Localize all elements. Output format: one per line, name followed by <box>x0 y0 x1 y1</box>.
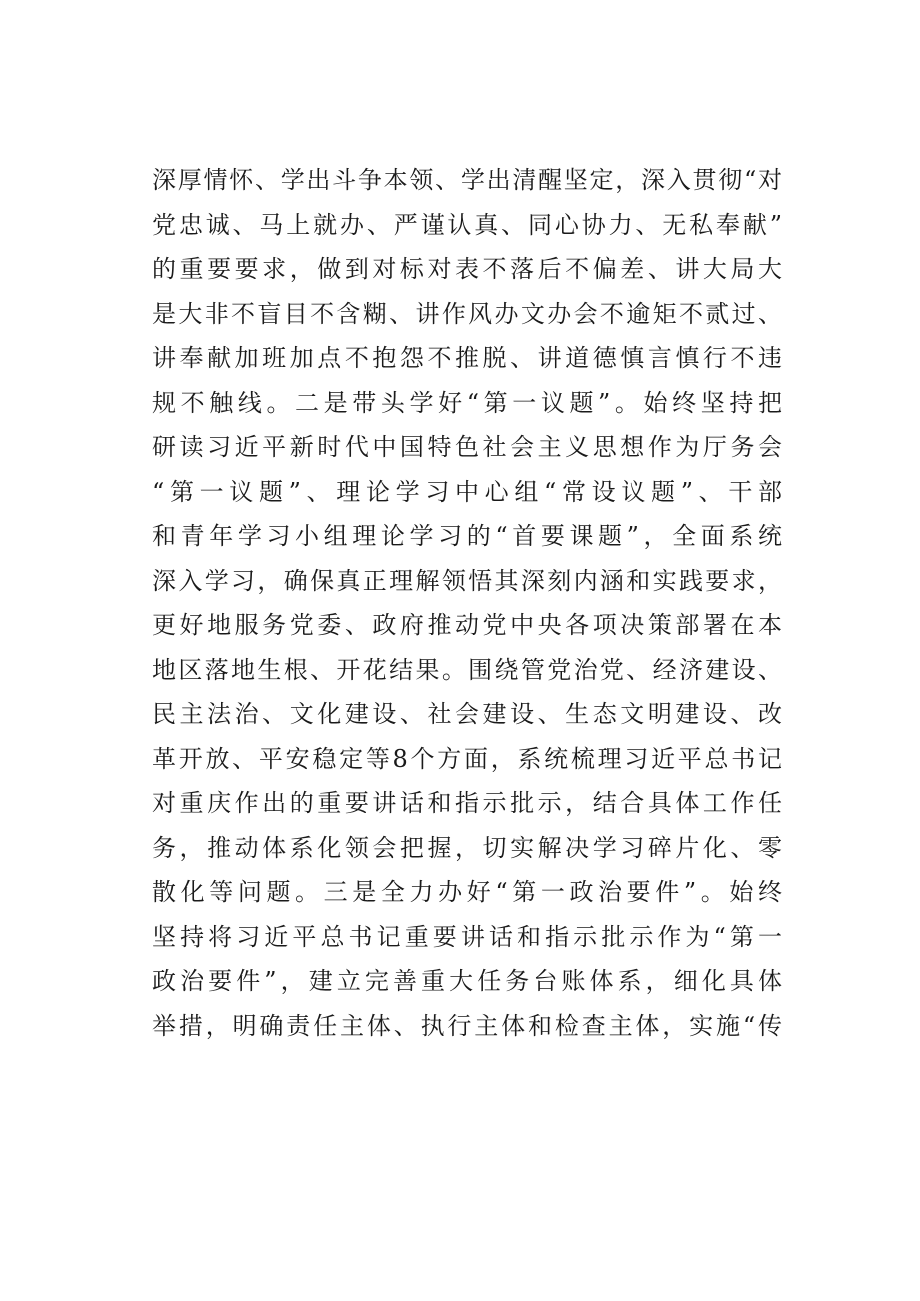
text-line: 是大非不盲目不含糊、讲作风办文办会不逾矩不贰过、 <box>152 299 782 328</box>
text-line: 深入学习，确保真正理解领悟其深刻内涵和实践要求， <box>152 566 782 595</box>
text-line: 坚持将习近平总书记重要讲话和指示批示作为“第一 <box>152 922 782 951</box>
text-line: “第一议题”、理论学习中心组“常设议题”、干部 <box>152 477 782 506</box>
text-line: 务，推动体系化领会把握，切实解决学习碎片化、零 <box>152 833 782 862</box>
text-line: 民主法治、文化建设、社会建设、生态文明建设、改 <box>152 700 782 728</box>
text-line: 讲奉献加班加点不抱怨不推脱、讲道德慎言慎行不违 <box>152 344 782 372</box>
text-line: 和青年学习小组理论学习的“首要课题”，全面系统 <box>152 522 782 550</box>
text-line: 更好地服务党委、政府推动党中央各项决策部署在本 <box>152 611 782 639</box>
text-line: 政治要件”，建立完善重大任务台账体系，细化具体 <box>152 967 782 995</box>
text-line: 对重庆作出的重要讲话和指示批示，结合具体工作任 <box>152 789 782 817</box>
text-line: 深厚情怀、学出斗争本领、学出清醒坚定，深入贯彻“对 <box>152 166 782 194</box>
text-line: 党忠诚、马上就办、严谨认真、同心协力、无私奉献” <box>152 210 782 239</box>
body-text <box>152 158 782 1048</box>
text-line: 举措，明确责任主体、执行主体和检查主体，实施“传 <box>152 1011 782 1040</box>
text-line: 散化等问题。三是全力办好“第一政治要件”。始终 <box>152 878 782 906</box>
text-line: 研读习近平新时代中国特色社会主义思想作为厅务会 <box>152 433 782 461</box>
text-line: 革开放、平安稳定等8个方面，系统梳理习近平总书记 <box>152 744 782 773</box>
text-line: 规不触线。二是带头学好“第一议题”。始终坚持把 <box>152 388 782 417</box>
text-line: 的重要要求，做到对标对表不落后不偏差、讲大局大 <box>152 255 782 283</box>
text-line: 地区落地生根、开花结果。围绕管党治党、经济建设、 <box>152 655 782 684</box>
